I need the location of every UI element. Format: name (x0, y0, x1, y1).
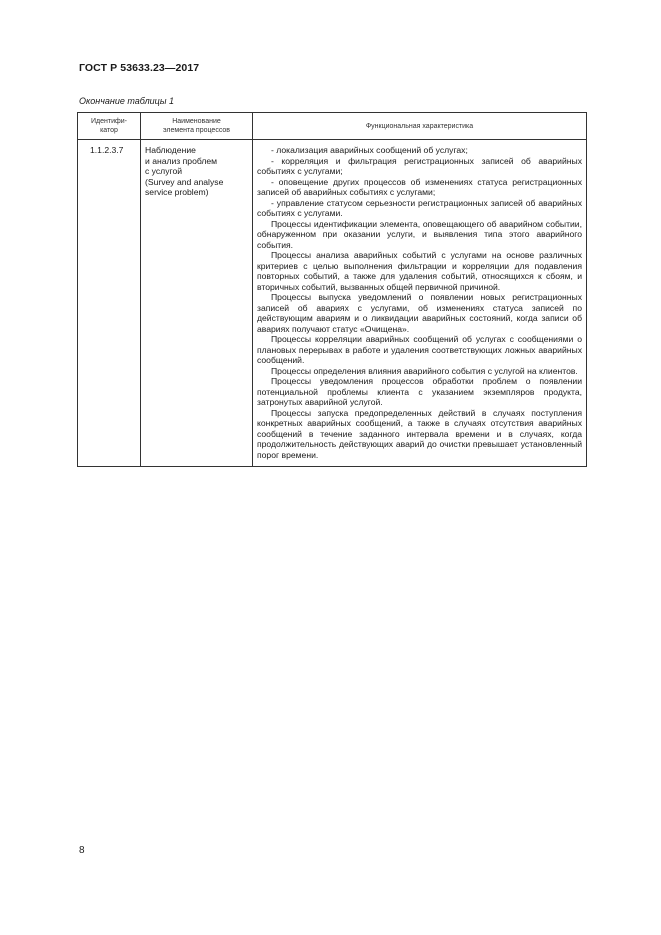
column-header-process-name-line-1: Наименование (172, 118, 221, 125)
column-header-functional-characteristic: Функциональная характеристика (253, 113, 587, 140)
process-name-line: и анализ проблем (145, 155, 218, 166)
characteristic-paragraph: Процессы выпуска уведомлений о появлении новых регистрационных записей об авариях с услугами, об изменениях статуса записей по действующим авариям и о ликвидации аварийных состояний, когда записи об авариях получают статус «Очищена». (257, 292, 582, 334)
column-header-process-name-line-2: элемента процессов (162, 127, 231, 134)
process-name-line: service problem) (145, 187, 209, 197)
process-name-line: с услугой (145, 166, 183, 176)
process-name-cell (141, 140, 253, 467)
characteristic-paragraph: Процессы уведомления процессов обработки проблем о появлении потенциальной проблемы клиента с указанием экземпляров продукта, затронутых аварийной услугой. (257, 376, 582, 407)
process-name-line: (Survey and analyse (145, 176, 224, 187)
column-header-identifier (78, 113, 141, 140)
column-header-identifier-line-2: катор (100, 127, 118, 134)
document-header: ГОСТ Р 53633.23—2017 (79, 62, 200, 74)
characteristic-paragraph: Процессы корреляции аварийных сообщений об услугах с сообщениями о плановых перерывах в работе и удаления соответствующих ложных аварийных сообщений. (257, 334, 582, 365)
characteristic-paragraph: - управление статусом серьезности регистрационных записей об аварийных событиях с услугами. (257, 197, 582, 218)
page-number: 8 (79, 845, 85, 856)
process-name-line: Наблюдение (145, 145, 196, 155)
functional-table (77, 112, 587, 467)
column-header-process-name (141, 113, 253, 140)
characteristic-paragraph: Процессы анализа аварийных событий с услугами на основе различных критериев с целью выполнения фильтрации и корреляции для подавления повторных событий, а также для удаления событий, относящихся к сбоям, и вторичных событий, вызванных общей первичной причиной. (257, 250, 582, 292)
table-header-row (78, 113, 587, 140)
characteristic-paragraph: Процессы запуска предопределенных действий в случаях поступления конкретных аварийных сообщений, а также в случаях отсутствия аварийных сообщений в течение заданного интервала времени и в случаях, когда продолжительность действующих аварий до очистки превышает установленный порог времени. (257, 407, 582, 460)
characteristic-paragraph: Процессы идентификации элемента, оповещающего об аварийном событии, обнаруженном при оказании услуги, и выявления типа этого аварийного события. (257, 218, 582, 250)
functional-characteristic-cell (253, 140, 587, 467)
characteristic-paragraph: Процессы определения влияния аварийного события с услугой на клиентов. (271, 365, 578, 376)
table-caption: Окончание таблицы 1 (79, 96, 174, 106)
column-header-identifier-line-1: Идентифи- (91, 118, 127, 125)
characteristic-paragraph: - оповещение других процессов об изменениях статуса регистрационных записей об аварийных событиях с услугами; (257, 176, 582, 197)
characteristic-paragraph: - локализация аварийных сообщений об услугах; (271, 145, 468, 155)
table-row (78, 140, 587, 467)
characteristic-paragraph: - корреляция и фильтрация регистрационных записей об аварийных событиях с услугами; (257, 155, 582, 176)
identifier-cell: 1.1.2.3.7 (78, 140, 141, 467)
